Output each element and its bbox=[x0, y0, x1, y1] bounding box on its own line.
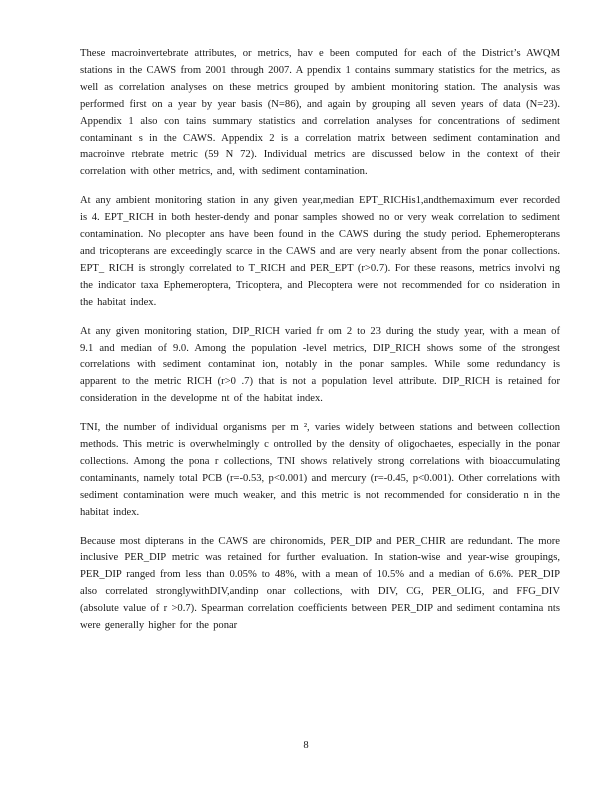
paragraph-per-dip: Because most dipterans in the CAWS are chironomids, PER_DIP and PER_CHIR are redundant. The more inclusive PER_DIP metric was retained for further evaluation. In station-wise and year-wise groupings, PER_DIP ranged from less than 0.05% to 48%, with a mean of 10.5% and a median of 6.6%. PER_DIP also correlated stronglywithDIV,andinp onar collections, with DIV, CG, PER_OLIG, and FFG_DIV (absolute value of r >0.7). Spearman correlation coefficients between PER_DIP and sediment contamina nts were generally higher for the ponar bbox=[80, 535, 560, 632]
paragraph-metrics-overview: These macroinvertebrate attributes, or metrics, hav e been computed for each of the District’s AWQM stations in the CAWS from 2001 through 2007. A ppendix 1 contains summary statistics for the metrics, as well as correlation analyses on these metrics grouped by ambient monitoring station. The analysis was performed first on a year by year basis (N=86), and again by grouping all seven years of data (N=23). Appendix 1 also con tains summary statistics and correlation analyses for concentrations of sediment contaminant s in the CAWS. Appendix 2 is a correlation matrix between sediment contamination and macroinve rtebrate metric (59 N 72). Individual metrics are discussed below in the context of their correlation with other metrics, and, with sediment contamination. bbox=[80, 48, 560, 178]
paragraph-tni: TNI, the number of individual organisms per m ², varies widely between stations and between collection methods. This metric is overwhelmingly c ontrolled by the density of oligochaetes, especially in the ponar collections. Among the pona r collections, TNI shows relatively strong correlations with bioaccumulating contaminants, namely total PCB (r=-0.53, p<0.001) and mercury (r=-0.45, p<0.001). Other correlations with sediment contamination were much weaker, and this metric is not recommended for consideratio n in the habitat index. bbox=[80, 422, 560, 518]
paragraph-dip-rich: At any given monitoring station, DIP_RICH varied fr om 2 to 23 during the study year, with a mean of 9.1 and median of 9.0. Among the population -level metrics, DIP_RICH shows some of the strongest correlations with sediment contaminat ion, notably in the ponar samples. While some redundancy is apparent to the metric RICH (r>0 .7) that is not a population level attribute. DIP_RICH is retained for consideration in the developme nt of the habitat index. bbox=[80, 325, 560, 405]
body-text bbox=[80, 46, 560, 647]
page-number: 8 bbox=[303, 740, 309, 751]
paragraph-ept-rich: At any ambient monitoring station in any given year,median EPT_RICHis1,andthemaximum ever recorded is 4. EPT_RICH in both hester-dendy and ponar samples showed no or very weak correlation to sediment contamination. No plecopter ans have been found in the CAWS during the study period. Ephemeropterans and tricopterans are exceedingly scarce in the CAWS and are very nearly absent from the ponar collections. EPT_ RICH is strongly correlated to T_RICH and PER_EPT (r>0.7). For these reasons, metrics involvi ng the indicator taxa Ephemeroptera, Tricoptera, and Plecoptera were not recommended for co nsideration in the habitat index. bbox=[80, 195, 560, 308]
